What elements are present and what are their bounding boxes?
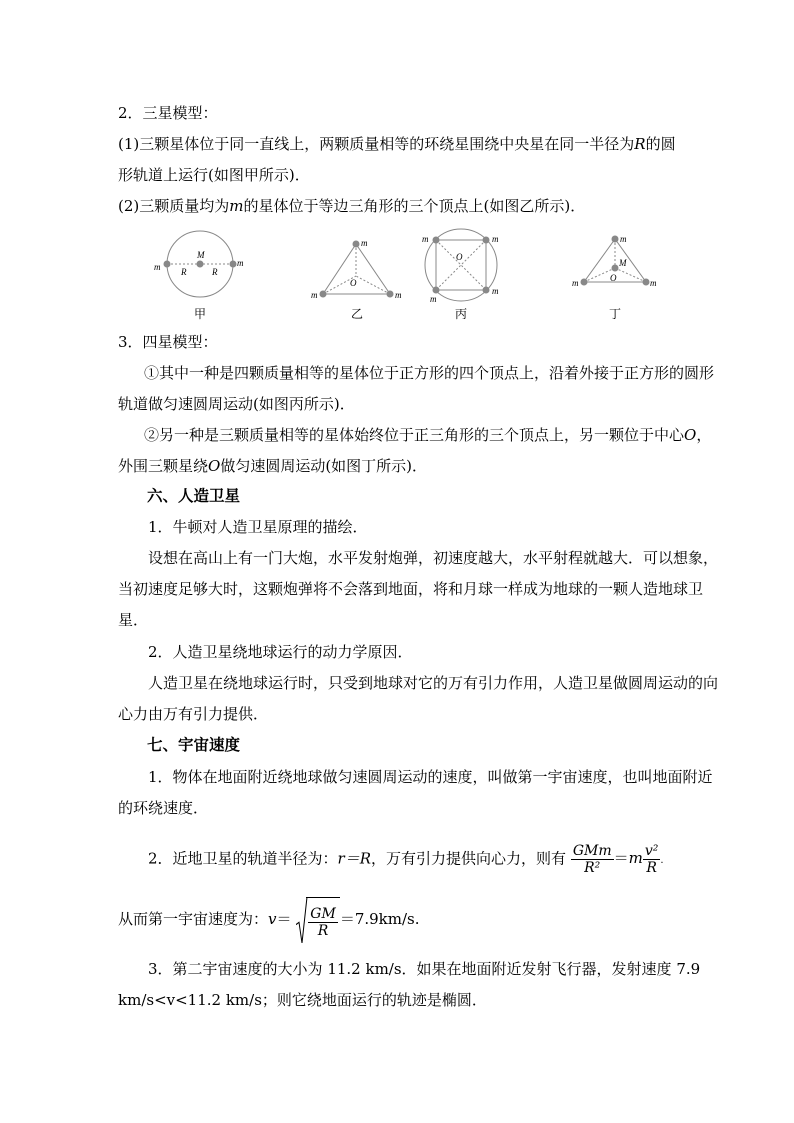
label-O: O: [610, 273, 617, 283]
satellite-s1-p-line1: 设想在高山上有一门大炮，水平发射炮弹，初速度越大，水平射程就越大．可以想象，: [148, 549, 719, 567]
satellite-s2-p-line2: 心力由万有引力提供．: [118, 705, 269, 723]
star-left: [320, 291, 327, 298]
gravity-equation: $\frac{\text{GMm}}{\text{R²}}$ ＝m $\frac{\text{v²}}{R}$ .: [572, 842, 664, 876]
fraction-gmm-over-r2: $\frac{\text{GMm}}{\text{R²}}$: [572, 842, 612, 876]
label-O: O: [456, 252, 463, 262]
star: [483, 287, 490, 294]
star-left: [164, 261, 171, 268]
four-star-p2-line1: ②另一种是三颗质量相等的星体始终位于正三角形的三个顶点上，另一颗位于中心O，: [144, 426, 712, 444]
caption-ding: 丁: [608, 307, 621, 321]
star-top: [612, 236, 619, 243]
star: [483, 237, 490, 244]
label-m: m: [430, 294, 437, 304]
sqrt-sign-icon: [296, 897, 308, 943]
label-R: R: [181, 267, 187, 277]
label-m: m: [361, 238, 368, 248]
label-R: R: [212, 267, 218, 277]
label-m: m: [237, 258, 244, 268]
star-center: [612, 265, 619, 272]
label-m: m: [572, 278, 579, 288]
satellite-s1-p-line3: 星．: [118, 611, 149, 629]
label-M: M: [197, 250, 205, 260]
fraction-v2-over-r: $\frac{\text{v²}}{R}$: [644, 842, 659, 876]
label-m: m: [311, 290, 318, 300]
caption-jia: 甲: [193, 307, 206, 321]
caption-yi: 乙: [350, 307, 363, 321]
satellite-s2-p-line1: 人造卫星在绕地球运行时，只受到地球对它的万有引力作用，人造卫星做圆周运动的向: [148, 674, 719, 692]
three-star-item2: (2)三颗质量均为m的星体位于等边三角形的三个顶点上(如图乙所示)．: [118, 197, 586, 215]
star-right: [643, 279, 650, 286]
satellite-s1-title: 1．牛顿对人造卫星原理的描绘．: [148, 518, 368, 536]
star-right: [387, 291, 394, 298]
label-m: m: [492, 286, 499, 296]
sqrt-gm-over-r: $\frac{GM}{R}$: [296, 897, 340, 943]
three-star-item1-line1: (1)三颗星体位于同一直线上，两颗质量相等的环绕星围绕中央星在同一半径为R的圆: [118, 135, 676, 153]
four-star-p1-line1: ①其中一种是四颗质量相等的星体位于正方形的四个顶点上，沿着外接于正方形的圆形: [144, 364, 715, 382]
dashed-line: [356, 276, 390, 294]
four-star-p1-line2: 轨道做匀速圆周运动(如图丙所示)．: [118, 395, 355, 413]
velocity-s3-line: 从而第一宇宙速度为：v＝ $\frac{GM}{R}$ ＝7.9km/s.: [118, 897, 420, 943]
four-star-model-title: 3．四星模型：: [118, 333, 218, 351]
velocity-s4-line1: 3．第二宇宙速度的大小为 11.2 km/s．如果在地面附近发射飞行器，发射速度 7.9: [148, 960, 701, 978]
label-m: m: [620, 234, 627, 244]
figure-bing-diagram: [416, 228, 506, 308]
label-m: m: [422, 234, 429, 244]
satellite-s2-title: 2．人造卫星绕地球运行的动力学原因．: [148, 643, 413, 661]
star-right: [230, 261, 237, 268]
four-star-p2-line2: 外围三颗星绕O做匀速圆周运动(如图丁所示)．: [118, 457, 428, 475]
section-heading-cosmic-velocity: 七、宇宙速度: [147, 736, 241, 754]
label-O: O: [350, 278, 357, 288]
three-star-item1-line2: 形轨道上运行(如图甲所示)．: [118, 166, 310, 184]
satellite-s1-p-line2: 当初速度足够大时，这颗炮弹将不会落到地面，将和月球一样成为地球的一颗人造地球卫: [118, 580, 704, 598]
caption-bing: 丙: [454, 307, 467, 321]
figure-yi-diagram: [308, 232, 408, 304]
velocity-s2-line: 2．近地卫星的轨道半径为：r＝R，万有引力提供向心力，则有 $\frac{\text{GMm}}{\text{R²}}$ ＝m $\frac{\text{v²}}{R}$ .: [148, 838, 664, 881]
section-heading-satellite: 六、人造卫星: [147, 487, 241, 505]
label-m: m: [650, 278, 657, 288]
figure-ding-diagram: [570, 232, 660, 297]
label-m: m: [395, 290, 402, 300]
label-M: M: [619, 258, 627, 268]
velocity-s1-line1: 1．物体在地面附近绕地球做匀速圆周运动的速度，叫做第一宇宙速度，也叫地面附近: [148, 768, 713, 786]
star: [433, 287, 440, 294]
label-m: m: [154, 262, 161, 272]
velocity-s4-line2: km/s<v<11.2 km/s；则它绕地面运行的轨迹是椭圆．: [118, 991, 487, 1009]
velocity-s1-line2: 的环绕速度．: [118, 799, 209, 817]
star-left: [581, 279, 588, 286]
star-center: [197, 261, 204, 268]
star-top: [353, 241, 360, 248]
three-star-model-title: 2．三星模型：: [118, 104, 218, 122]
figure-jia-diagram: [150, 228, 250, 308]
label-m: m: [492, 234, 499, 244]
star: [433, 237, 440, 244]
